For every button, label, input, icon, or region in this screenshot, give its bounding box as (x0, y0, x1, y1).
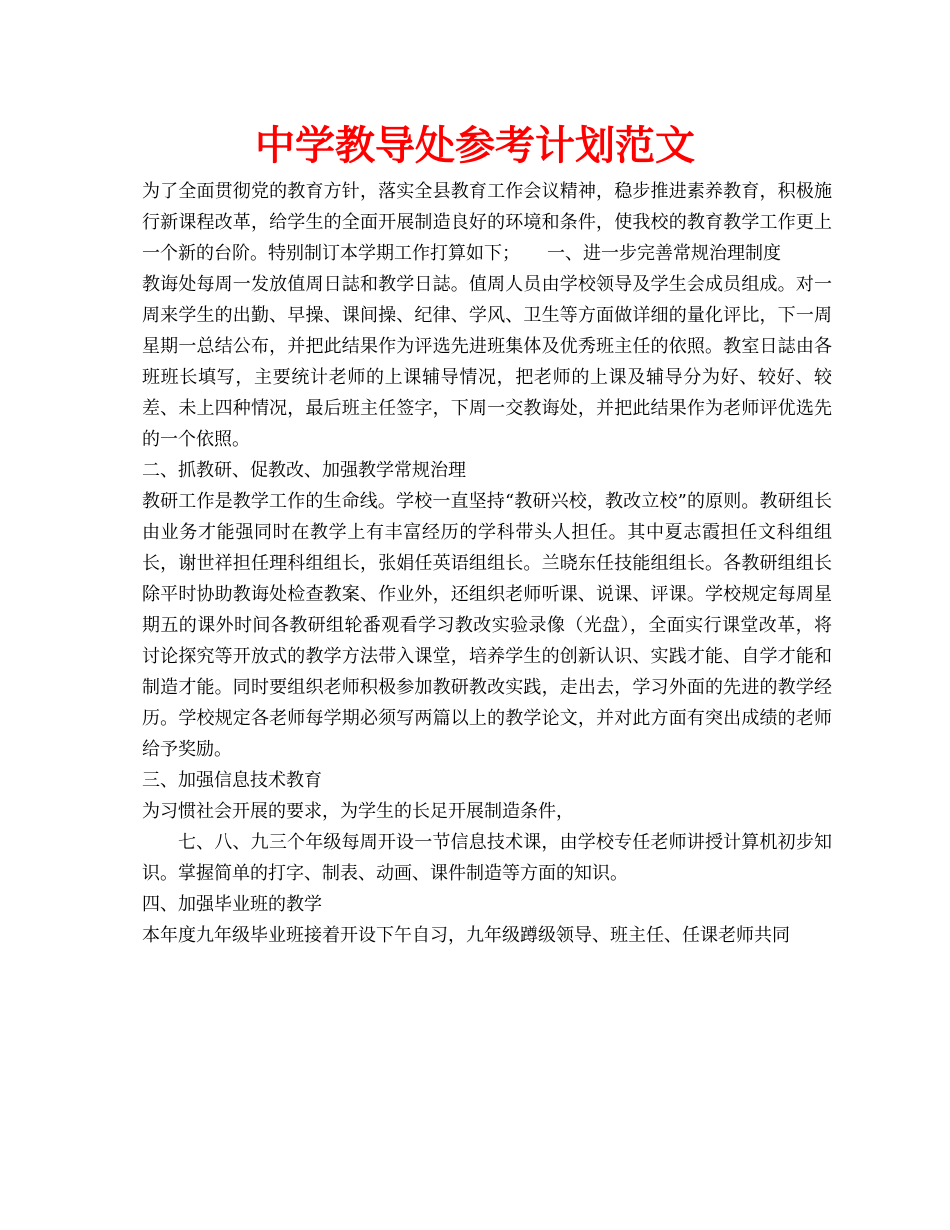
paragraph-intro: 为了全面贯彻党的教育方针，落实全县教育工作会议精神，稳步推进素养教育，积极施行新课程改革，给学生的全面开展制造良好的环境和条件，使我校的教育教学工作更上一个新的台阶。特别制订本学期工作打算如下； 一、进一步完善常规治理制度 (142, 181, 832, 264)
paragraph-graduating-class: 本年度九年级毕业班接着开设下午自习，九年级蹲级领导、班主任、任课老师共同 (142, 925, 790, 946)
paragraph-duty-log: 教诲处每周一发放值周日誌和教学日誌。值周人员由学校领导及学生会成员组成。对一周来学生的出勤、早操、课间操、纪律、学风、卫生等方面做详细的量化评比，下一周星期一总结公布，并把此结果作为评选先进班集体及优秀班主任的依照。教室日誌由各班班长填写，主要统计老师的上课辅导情况，把老师的上课及辅导分为好、较好、较差、未上四种情况，最后班主任签字，下周一交教诲处，并把此结果作为老师评优选先的一个依照。 (142, 274, 832, 450)
paragraph-teaching-research: 教研工作是教学工作的生命线。学校一直坚持“教研兴校，教改立校”的原则。教研组长由业务才能强同时在教学上有丰富经历的学科带头人担任。其中夏志霞担任文科组组长，谢世祥担任理科组组长，张娟任英语组组长。兰晓东任技能组组长。各教研组组长除平时协助教诲处检查教案、作业外，还组织老师听课、说课、评课。学校规定每周星期五的课外时间各教研组轮番观看学习教改实验录像（光盘），全面实行课堂改革，将讨论探究等开放式的教学方法带入课堂，培养学生的创新认识、实践才能、自学才能和制造才能。同时要组织老师积极参加教研教改实践，走出去，学习外面的先进的教学经历。学校规定各老师每学期必须写两篇以上的教学论文，并对此方面有突出成绩的老师给予奖励。 (142, 491, 832, 760)
section-heading-2: 二、抓教研、促教改、加强教学常规治理 (142, 460, 466, 481)
section-heading-4: 四、加强毕业班的教学 (142, 894, 322, 915)
paragraph-it-courses: 七、八、九三个年级每周开设一节信息技术课，由学校专任老师讲授计算机初步知识。掌握简单的打字、制表、动画、课件制造等方面的知识。 (142, 832, 832, 884)
section-heading-3: 三、加强信息技术教育 (142, 770, 322, 791)
document-body (142, 176, 832, 951)
document-title: 中学教导处参考计划范文 (255, 123, 695, 169)
paragraph-it-intro: 为习惯社会开展的要求，为学生的长足开展制造条件， (142, 801, 574, 822)
